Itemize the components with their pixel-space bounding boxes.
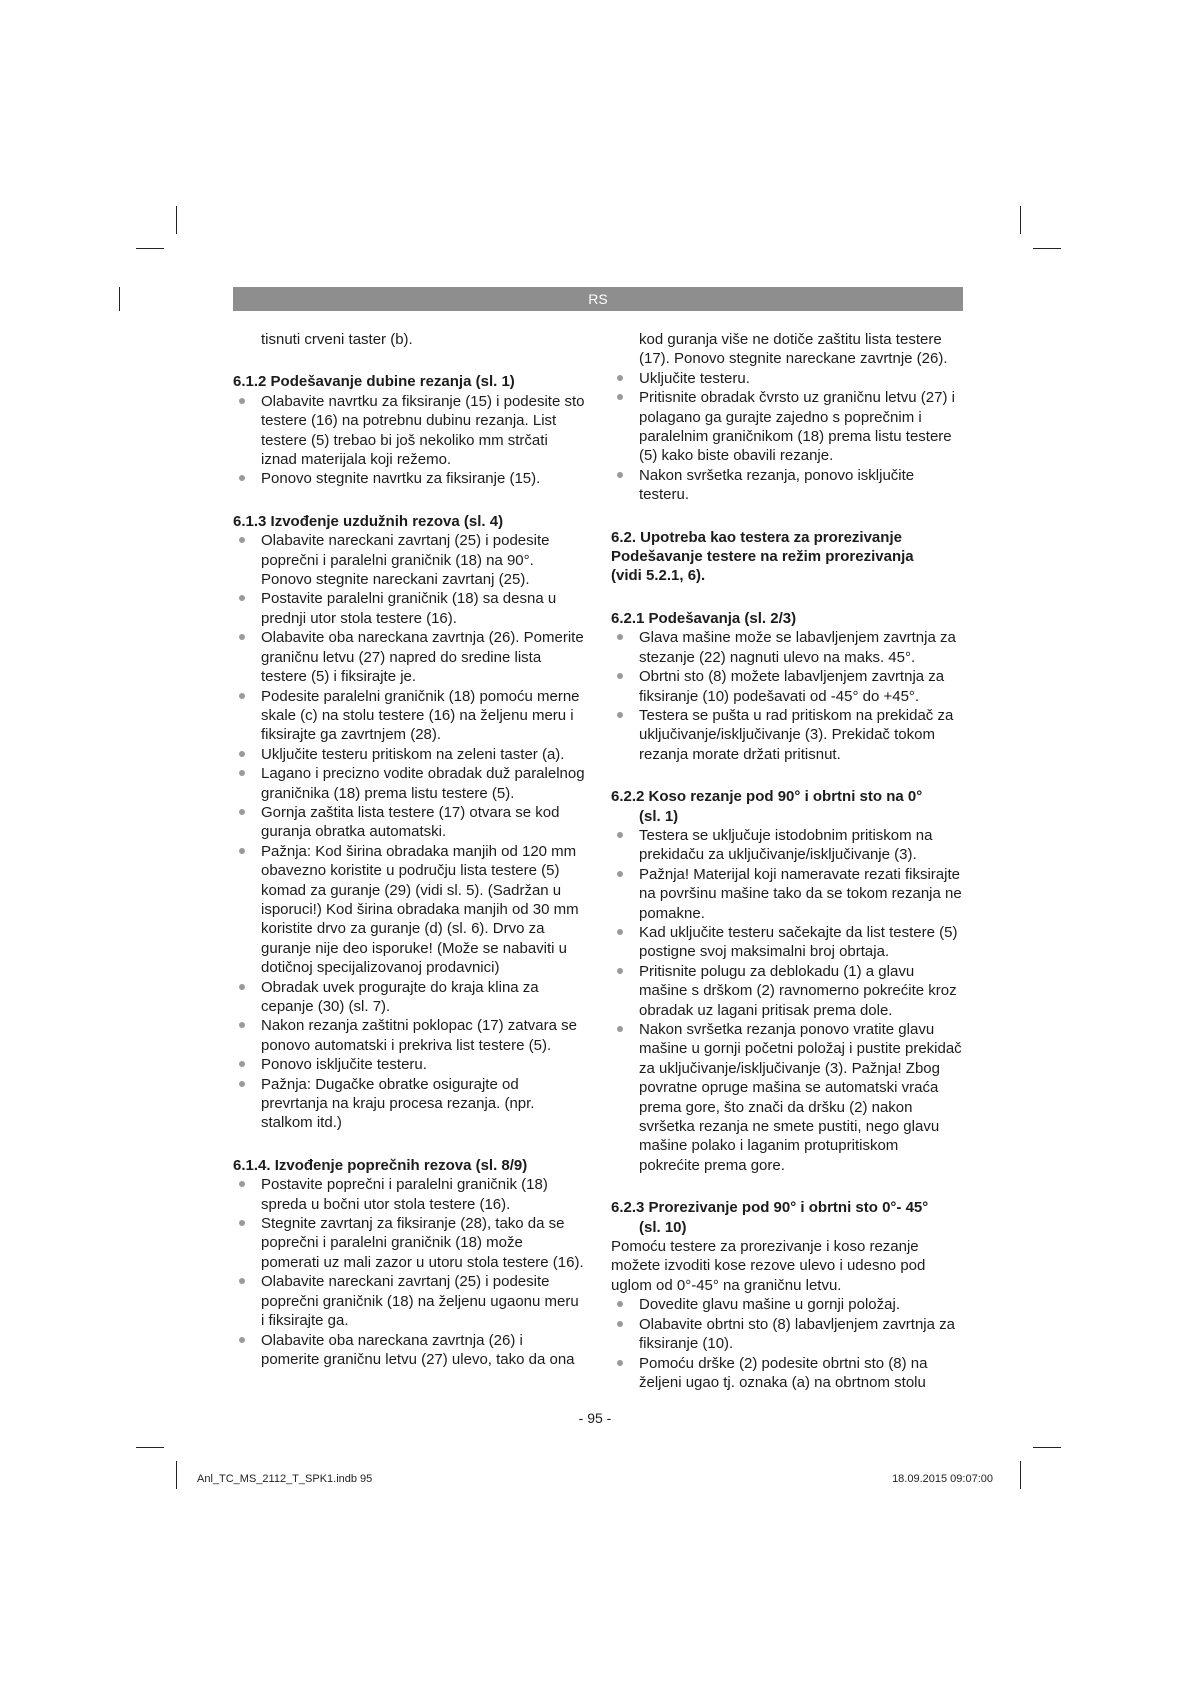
- crop-mark-top-right-vertical: [1020, 206, 1021, 234]
- crop-mark-top-left-horizontal: [136, 248, 164, 249]
- list-item: Pomoću drške (2) podesite obrtni sto (8) na željeni ugao tj. oznaka (a) na obrtnom stolu: [611, 1354, 963, 1393]
- footer-datetime: 18.09.2015 09:07:00: [892, 1473, 993, 1485]
- bullet-list: [611, 369, 963, 505]
- registration-mark-left: [119, 287, 120, 311]
- list-item: Olabavite obrtni sto (8) labavljenjem zavrtnja za fiksiranje (10).: [611, 1315, 963, 1354]
- list-item: Obradak uvek progurajte do kraja klina za cepanje (30) (sl. 7).: [233, 978, 585, 1017]
- bullet-list: [611, 628, 963, 764]
- list-item: Postavite paralelni graničnik (18) sa desna u prednji utor stola testere (16).: [233, 589, 585, 628]
- section-heading: 6.1.2 Podešavanje dubine rezanja (sl. 1): [233, 373, 515, 391]
- list-item: Olabavite oba nareckana zavrtnja (26) i pomerite graničnu letvu (27) ulevo, tako da ona: [233, 1331, 585, 1370]
- list-item: Olabavite nareckani zavrtanj (25) i podesite poprečni i paralelni graničnik (18) na 90°. Ponovo stegnite nareckani zavrtanj (25).: [233, 531, 585, 589]
- list-item: Obrtni sto (8) možete labavljenjem zavrtnja za fiksiranje (10) podešavati od -45° do +45°.: [611, 667, 963, 706]
- bullet-list: [233, 531, 585, 1133]
- section-heading: 6.2.1 Podešavanja (sl. 2/3): [611, 609, 797, 627]
- section-6-2-heading: [611, 528, 963, 586]
- section-heading: [611, 787, 963, 826]
- left-column: [233, 330, 585, 1369]
- bullet-list: [611, 1295, 963, 1392]
- list-item: Ponovo isključite testeru.: [233, 1055, 585, 1074]
- section-heading: [611, 1198, 963, 1237]
- crop-mark-bottom-right-vertical: [1020, 1461, 1021, 1489]
- crop-mark-bottom-left-horizontal: [136, 1447, 164, 1448]
- crop-mark-top-left-vertical: [176, 206, 177, 234]
- language-code: RS: [588, 291, 608, 307]
- section-heading: 6.1.4. Izvođenje poprečnih rezova (sl. 8/9): [233, 1156, 528, 1174]
- heading-line: 6.2.3 Prorezivanje pod 90° i obrtni sto 0°- 45°: [611, 1199, 929, 1217]
- list-item: Postavite poprečni i paralelni graničnik (18) spreda u bočni utor stola testere (16).: [233, 1175, 585, 1214]
- list-item: Olabavite nareckani zavrtanj (25) i podesite poprečni graničnik (18) na željenu ugaonu meru i fiksirajte ga.: [233, 1272, 585, 1330]
- list-item: Dovedite glavu mašine u gornji položaj.: [611, 1295, 963, 1314]
- list-item: Testera se uključuje istodobnim pritiskom na prekidaču za uključivanje/isključivanje (3).: [611, 826, 963, 865]
- list-item: Kad uključite testeru sačekajte da list testere (5) postigne svoj maksimalni broj obrtaja.: [611, 923, 963, 962]
- list-item: Nakon svršetka rezanja ponovo vratite glavu mašine u gornji početni položaj i pustite prekidač za uključivanje/isključivanje (3). Pažnja! Zbog povratne opruge mašina se automatski vraća prema gore, što znači da dršku (2) nakon svršetka rezanja ne smete pustiti, nego glavu mašine polako i laganim protupritiskom pokrećite prema gore.: [611, 1020, 963, 1175]
- section-6-1-4: [233, 1156, 585, 1369]
- list-item: Nakon svršetka rezanja, ponovo isključite testeru.: [611, 466, 963, 505]
- crop-mark-bottom-left-vertical: [176, 1461, 177, 1489]
- list-item: Uključite testeru pritiskom na zeleni taster (a).: [233, 745, 585, 764]
- list-item: Lagano i precizno vodite obradak duž paralelnog graničnika (18) prema listu testere (5).: [233, 764, 585, 803]
- section-6-2-1: [611, 609, 963, 764]
- section-6-1-2: [233, 372, 585, 488]
- section-6-1-3: [233, 512, 585, 1133]
- bullet-list: [233, 392, 585, 489]
- list-item: Uključite testeru.: [611, 369, 963, 388]
- list-item: Pritisnite obradak čvrsto uz graničnu letvu (27) i polagano ga gurajte zajedno s poprečnim i paralelnim graničnikom (18) prema listu testere (5) kako biste obavili rezanje.: [611, 388, 963, 466]
- right-column: [611, 330, 963, 1392]
- list-item: Podesite paralelni graničnik (18) pomoću merne skale (c) na stolu testere (16) na željenu meru i fiksirajte ga zavrtnjem (28).: [233, 687, 585, 745]
- list-item: Nakon rezanja zaštitni poklopac (17) zatvara se ponovo automatski i prekriva list testere (5).: [233, 1016, 585, 1055]
- list-item: Pažnja: Kod širina obradaka manjih od 120 mm obavezno koristite u području lista testere (5) komad za guranje (29) (vidi sl. 5). (Sadržan u isporuci!) Kod širina obradaka manjih od 30 mm koristite drvo za guranje (d) (sl. 6). Drvo za guranje nije deo isporuke! (Može se nabaviti u dotičnoj specijalizovanoj prodavnici): [233, 842, 585, 978]
- heading-line: 6.2. Upotreba kao testera za prorezivanje: [611, 528, 902, 546]
- left-lead-text: tisnuti crveni taster (b).: [261, 331, 413, 348]
- list-item: Ponovo stegnite navrtku za fiksiranje (15).: [233, 469, 585, 488]
- heading-line: Podešavanje testere na režim prorezivanja: [611, 548, 914, 566]
- list-item: Pažnja: Dugačke obratke osigurajte od prevrtanja na kraju procesa rezanja. (npr. stalkom itd.): [233, 1075, 585, 1133]
- list-item: Stegnite zavrtanj za fiksiranje (28), tako da se poprečni i paralelni graničnik (18) može pomerati uz mali zazor u utoru stola testere (16).: [233, 1214, 585, 1272]
- crop-mark-top-right-horizontal: [1033, 248, 1061, 249]
- language-header-bar: [233, 287, 963, 311]
- heading-line: (vidi 5.2.1, 6).: [611, 567, 706, 585]
- footer-file-name: Anl_TC_MS_2112_T_SPK1.indb 95: [197, 1473, 373, 1485]
- list-item: Pritisnite polugu za deblokadu (1) a glavu mašine s drškom (2) ravnomerno pokrećite kroz obradak uz lagani pritisak prema dole.: [611, 962, 963, 1020]
- bullet-list: [611, 826, 963, 1175]
- heading-line: (sl. 10): [639, 1218, 687, 1236]
- heading-line: 6.2.2 Koso rezanje pod 90° i obrtni sto na 0°: [611, 788, 923, 806]
- list-item: Glava mašine može se labavljenjem zavrtnja za stezanje (22) nagnuti ulevo na maks. 45°.: [611, 628, 963, 667]
- page-number: - 95 -: [578, 1410, 612, 1426]
- right-lead-text: kod guranja više ne dotiče zaštitu lista testere (17). Ponovo stegnite nareckane zavrtnje (26).: [639, 331, 948, 368]
- list-item: Testera se pušta u rad pritiskom na prekidač za uključivanje/isključivanje (3). Prekidač tokom rezanja morate držati pritisnut.: [611, 706, 963, 764]
- section-heading: 6.1.3 Izvođenje uzdužnih rezova (sl. 4): [233, 512, 504, 530]
- list-item: Gornja zaštita lista testere (17) otvara se kod guranja obratka automatski.: [233, 803, 585, 842]
- list-item: Pažnja! Materijal koji nameravate rezati fiksirajte na površinu mašine tako da se tokom rezanja ne pomakne.: [611, 865, 963, 923]
- heading-line: (sl. 1): [639, 807, 679, 825]
- list-item: Olabavite navrtku za fiksiranje (15) i podesite sto testere (16) na potrebnu dubinu rezanja. List testere (5) trebao bi još nekoliko mm strčati iznad materijala koji režemo.: [233, 392, 585, 470]
- bullet-list: [233, 1175, 585, 1369]
- section-6-2-3: [611, 1198, 963, 1392]
- section-intro: Pomoću testere za prorezivanje i koso rezanje možete izvoditi kose rezove ulevo i udesno pod uglom od 0°-45° na graničnu letvu.: [611, 1238, 926, 1294]
- crop-mark-bottom-right-horizontal: [1033, 1447, 1061, 1448]
- list-item: Olabavite oba nareckana zavrtnja (26). Pomerite graničnu letvu (27) napred do sredine lista testere (5) i fiksirajte je.: [233, 628, 585, 686]
- section-6-2-2: [611, 787, 963, 1175]
